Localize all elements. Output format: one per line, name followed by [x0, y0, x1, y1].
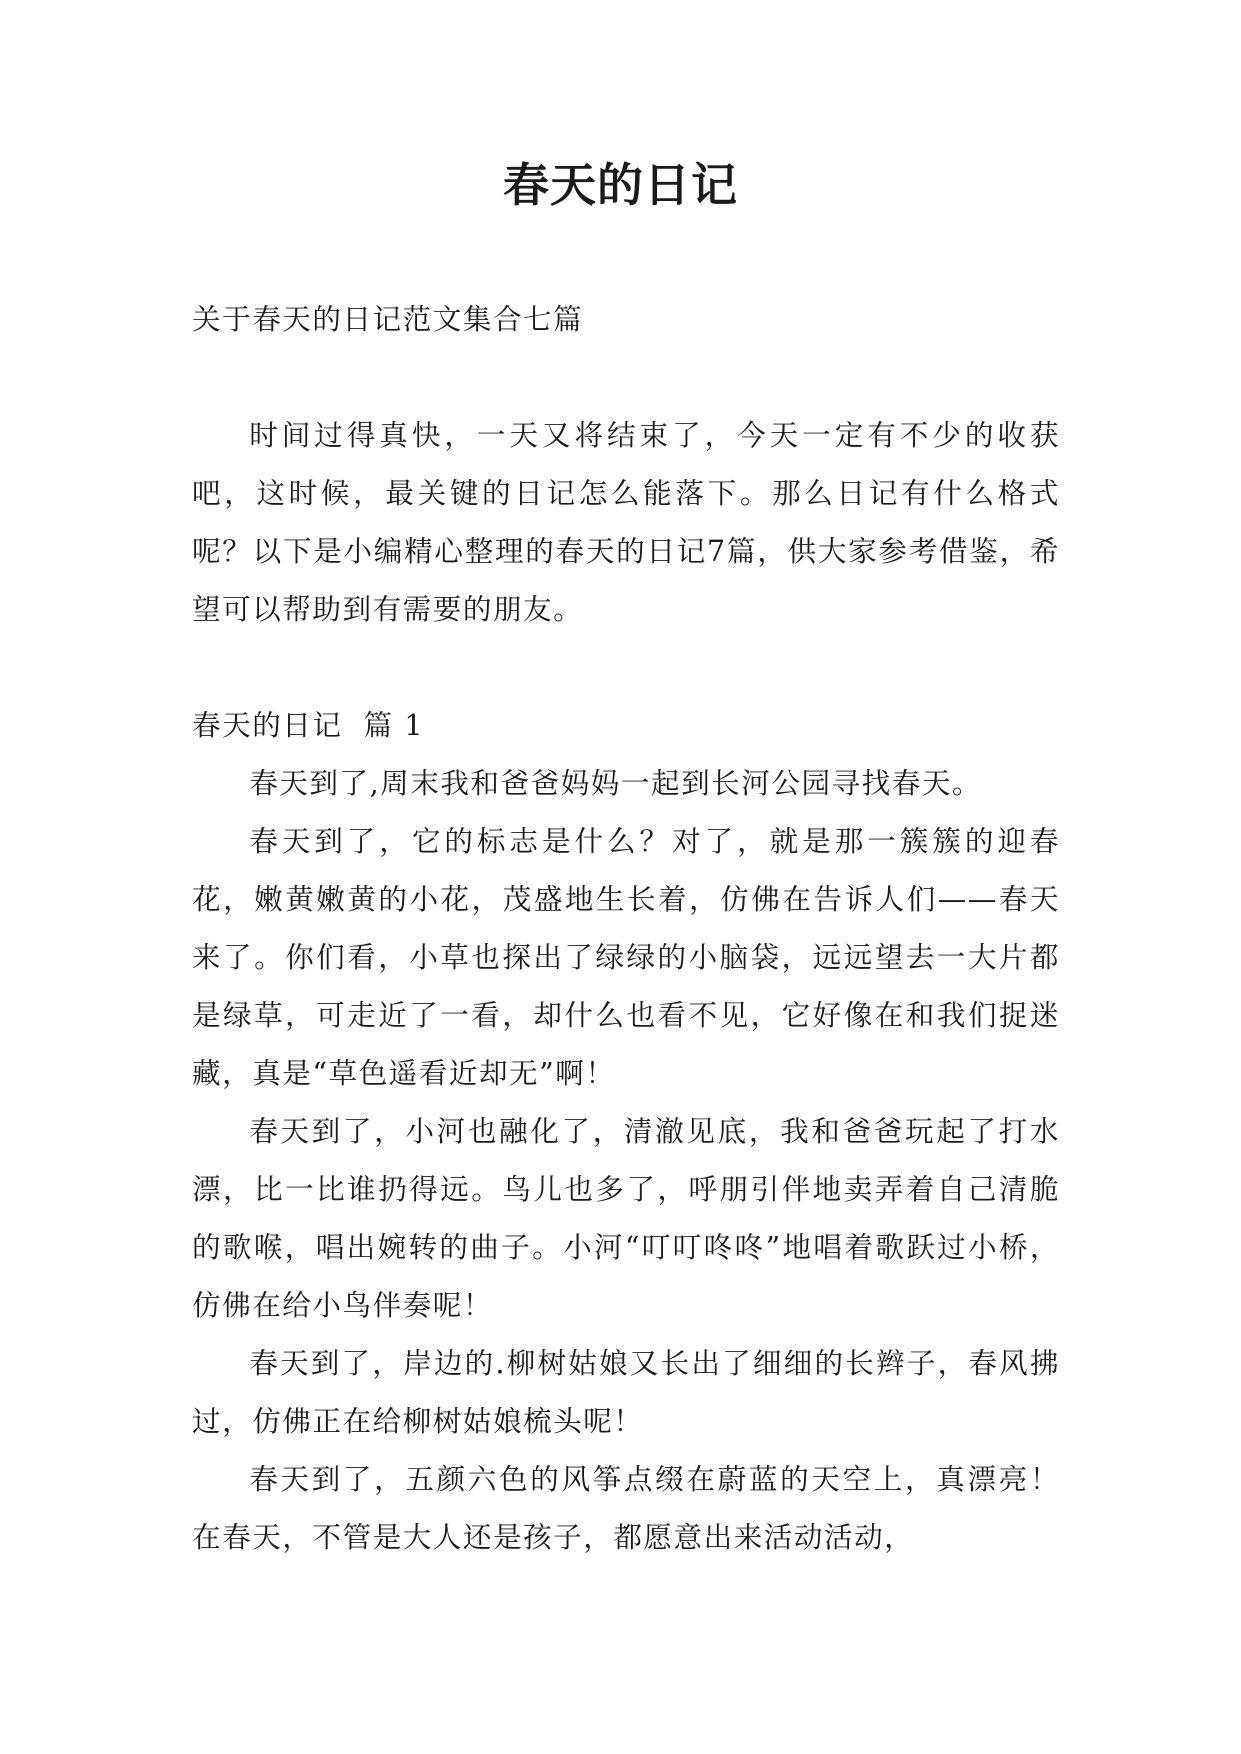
body-paragraph: 春天到了，它的标志是什么？对了，就是那一簇簇的迎春花，嫩黄嫩黄的小花，茂盛地生长着，仿佛在告诉人们——春天来了。你们看，小草也探出了绿绿的小脑袋，远远望去一大片都是绿草，可走近了一看，却什么也看不见，它好像在和我们捉迷藏，真是“草色遥看近却无”啊！	[192, 824, 1060, 1090]
spacer	[192, 638, 1060, 696]
body-paragraph: 春天到了，五颜六色的风筝点缀在蔚蓝的天空上，真漂亮！在春天，不管是大人还是孩子，都愿意出来活动活动，	[192, 1462, 1060, 1554]
spacer	[192, 348, 1060, 406]
section-heading: 春天的日记 篇 1	[192, 708, 425, 742]
body-paragraph: 春天到了,周末我和爸爸妈妈一起到长河公园寻找春天。	[249, 766, 983, 800]
body-paragraph: 春天到了，小河也融化了，清澈见底，我和爸爸玩起了打水漂，比一比谁扔得远。鸟儿也多了，呼朋引伴地卖弄着自己清脆的歌喉，唱出婉转的曲子。小河“叮叮咚咚”地唱着歌跃过小桥，仿佛在给小鸟伴奏呢！	[192, 1114, 1060, 1322]
intro-paragraph: 时间过得真快，一天又将结束了，今天一定有不少的收获吧，这时候，最关键的日记怎么能落下。那么日记有什么格式呢？以下是小编精心整理的春天的日记7篇，供大家参考借鉴，希望可以帮助到有需要的朋友。	[192, 418, 1060, 626]
body-paragraph: 春天到了，岸边的.柳树姑娘又长出了细细的长辫子，春风拂过，仿佛正在给柳树姑娘梳头呢！	[192, 1346, 1060, 1438]
document-subtitle: 关于春天的日记范文集合七篇	[192, 302, 584, 336]
document-title: 春天的日记	[503, 158, 738, 212]
document-body	[192, 290, 1060, 1566]
